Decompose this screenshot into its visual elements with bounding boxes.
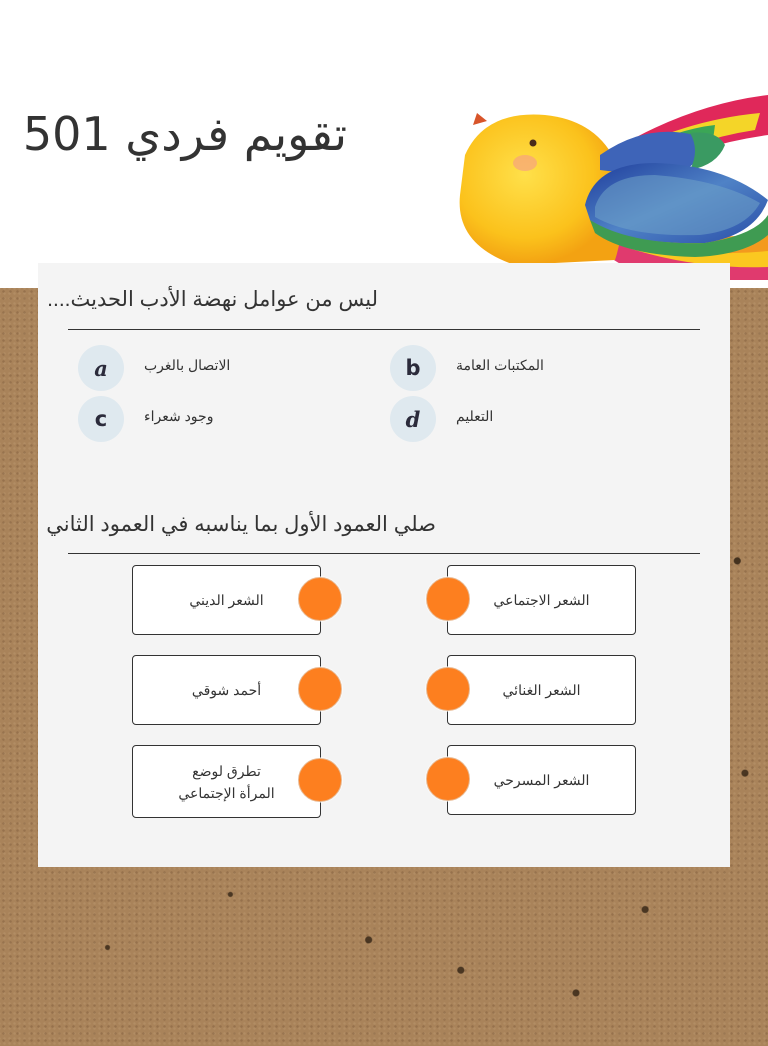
match-right-connector-1[interactable] (426, 577, 470, 621)
option-letter-c-badge: c (78, 396, 124, 442)
page-title: تقويم فردي 501 (22, 107, 347, 161)
question-1-divider (68, 329, 700, 330)
match-left-connector-3[interactable] (298, 758, 342, 802)
match-left-item-3[interactable]: تطرق لوضع المرأة الإجتماعي (132, 745, 321, 818)
option-c-text: وجود شعراء (144, 407, 214, 424)
option-c[interactable] (78, 396, 213, 442)
option-letter-a-badge: a (78, 345, 124, 391)
match-right-connector-2[interactable] (426, 667, 470, 711)
match-right-item-2[interactable]: الشعر الغنائي (447, 655, 636, 725)
match-left-item-2[interactable]: أحمد شوقي (132, 655, 321, 725)
option-b-text: المكتبات العامة (456, 356, 544, 373)
quiz-panel (38, 263, 730, 867)
option-d-text: التعليم (456, 407, 494, 424)
match-right-item-1[interactable]: الشعر الاجتماعي (447, 565, 636, 635)
option-letter-b-badge: b (390, 345, 436, 391)
match-right-connector-3[interactable] (426, 757, 470, 801)
match-right-item-3[interactable]: الشعر المسرحي (447, 745, 636, 815)
option-a[interactable] (78, 345, 230, 391)
option-d[interactable] (390, 396, 493, 442)
match-left-connector-1[interactable] (298, 577, 342, 621)
question-1-prompt: ليس من عوامل نهضة الأدب الحديث.... (47, 288, 378, 311)
option-letter-d-badge: d (390, 396, 436, 442)
option-b[interactable] (390, 345, 544, 391)
question-2-divider (68, 553, 700, 554)
match-left-item-1[interactable]: الشعر الديني (132, 565, 321, 635)
question-2-prompt: صلي العمود الأول بما يناسبه في العمود الثاني (46, 513, 436, 536)
option-a-text: الاتصال بالغرب (144, 356, 231, 373)
bird-illustration (455, 95, 768, 280)
match-left-connector-2[interactable] (298, 667, 342, 711)
